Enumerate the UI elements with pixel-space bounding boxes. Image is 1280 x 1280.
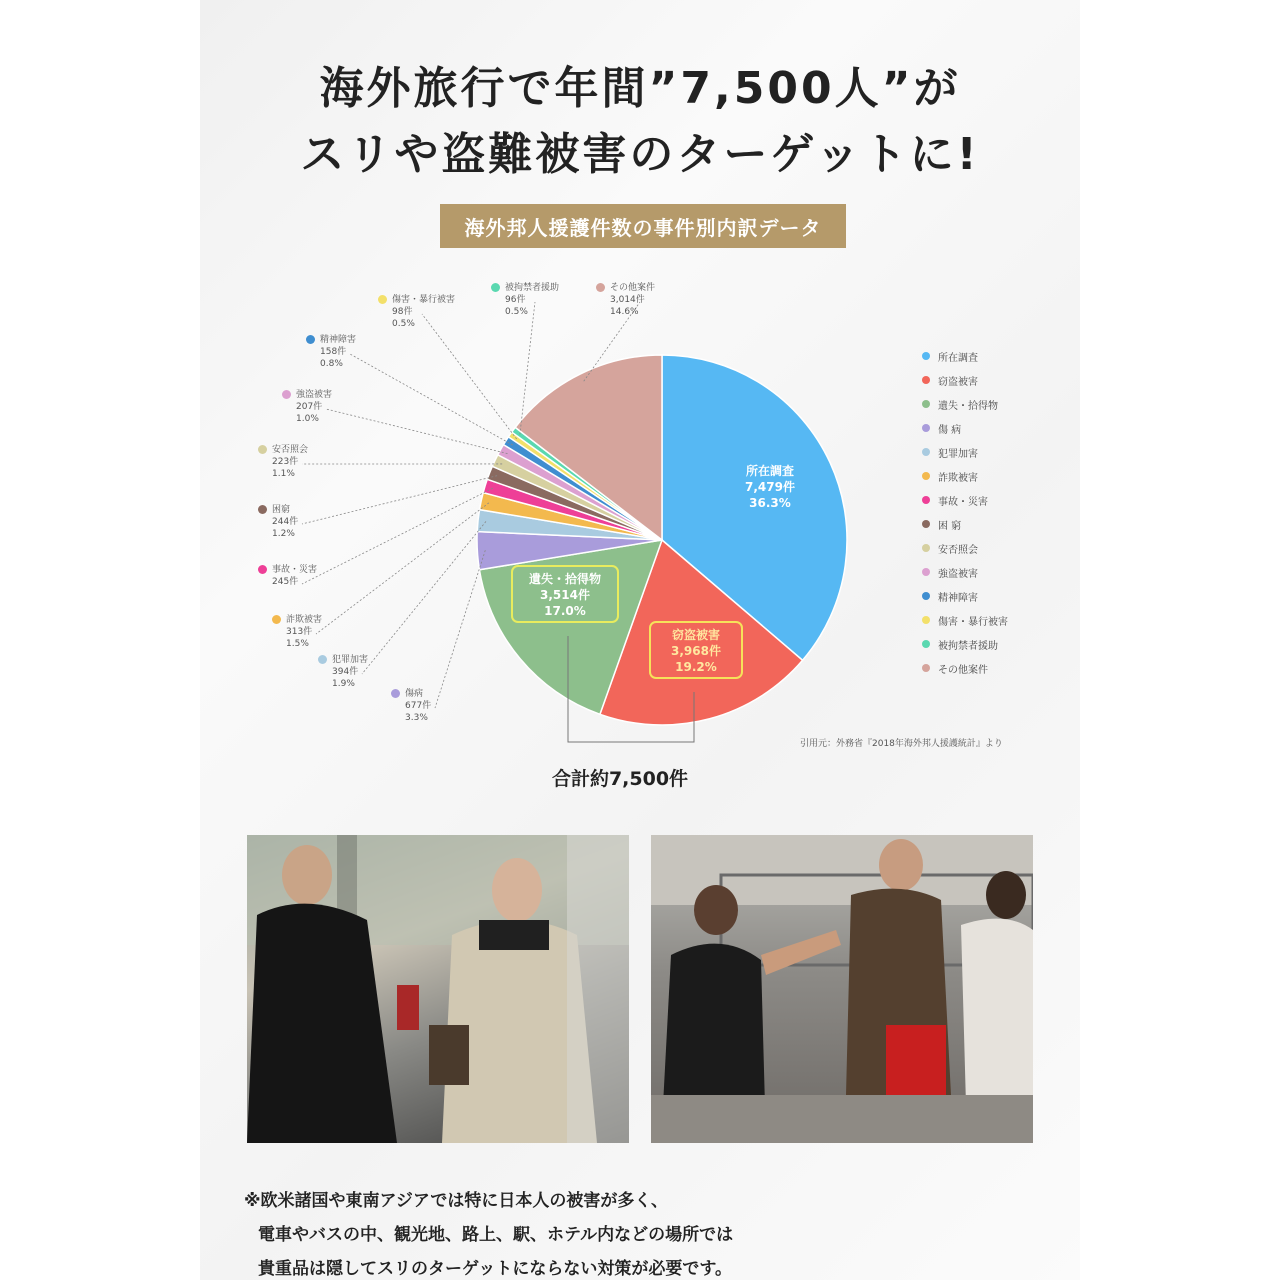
legend-item-13 [922, 656, 1072, 680]
callout-dot-9 [282, 390, 291, 399]
callout-dot-4 [318, 655, 327, 664]
callout-text-7-2: 1.2% [272, 529, 295, 539]
leader-line-11 [422, 314, 517, 439]
callout-text-7-1: 244件 [272, 517, 299, 527]
callout-text-11-0: 傷害・暴行被害 [392, 295, 456, 305]
legend-item-6 [922, 488, 1072, 512]
legend-dot-7 [922, 520, 930, 528]
callout-text-13-0: その他案件 [610, 283, 656, 293]
chart-title-banner: 海外邦人援護件数の事件別内訳データ [440, 204, 846, 248]
callout-text-10-0: 精神障害 [320, 335, 357, 345]
callout-text-5-1: 313件 [286, 627, 313, 637]
callout-dot-12 [491, 283, 500, 292]
source-citation: 引用元：外務省『2018年海外邦人援護統計』より [800, 739, 1003, 749]
slice-label-0-1: 7,479件 [745, 480, 795, 494]
legend-item-12 [922, 632, 1072, 656]
slice-label-1-0: 窃盗被害 [671, 628, 721, 642]
legend-dot-9 [922, 568, 930, 576]
legend-dot-10 [922, 592, 930, 600]
callout-text-4-0: 犯罪加害 [332, 655, 369, 665]
legend-dot-1 [922, 376, 930, 384]
leader-line-10 [350, 354, 513, 445]
callout-13 [610, 282, 655, 318]
slice-label-2-0: 遺失・拾得物 [528, 572, 602, 586]
callout-dot-10 [306, 335, 315, 344]
legend-label-13: その他案件 [938, 664, 988, 676]
note-line-2: 電車やバスの中、観光地、路上、駅、ホテル内などの場所では [258, 1225, 734, 1245]
legend-label-8: 安否照会 [938, 544, 978, 556]
legend-dot-0 [922, 352, 930, 360]
callout-text-5-2: 1.5% [286, 639, 309, 649]
legend-item-9 [922, 560, 1072, 584]
legend-item-10 [922, 584, 1072, 608]
leader-line-7 [302, 476, 497, 524]
callout-text-12-1: 96件 [505, 295, 526, 305]
callout-dot-3 [391, 689, 400, 698]
photo-scene-right [651, 835, 1033, 1143]
legend-label-0: 所在調査 [938, 352, 978, 364]
callout-text-6-0: 事故・災害 [272, 565, 318, 575]
legend-label-1: 窃盗被害 [938, 376, 978, 388]
callout-text-6-1: 245件 [272, 577, 299, 587]
leader-line-3 [435, 550, 485, 708]
slice-label-1-1: 3,968件 [671, 644, 721, 658]
callout-text-4-2: 1.9% [332, 679, 355, 689]
callout-6 [272, 564, 317, 588]
slice-label-0-0: 所在調査 [745, 464, 795, 478]
callout-8 [272, 444, 308, 480]
callout-text-12-0: 被拘禁者援助 [505, 283, 560, 293]
callout-11 [392, 294, 455, 330]
callout-text-10-2: 0.8% [320, 359, 343, 369]
legend-dot-2 [922, 400, 930, 408]
callout-text-9-0: 強盗被害 [296, 390, 333, 400]
callout-text-4-1: 394件 [332, 667, 359, 677]
total-label: 合計約7,500件 [551, 768, 689, 790]
legend-label-12: 被拘禁者援助 [938, 640, 998, 652]
note-line-1: ※欧米諸国や東南アジアでは特に日本人の被害が多く、 [244, 1191, 669, 1211]
legend-item-4 [922, 440, 1072, 464]
legend-dot-3 [922, 424, 930, 432]
legend-label-11: 傷害・暴行被害 [938, 616, 1008, 628]
legend-dot-8 [922, 544, 930, 552]
legend-label-6: 事故・災害 [938, 496, 988, 508]
leader-line-9 [326, 409, 508, 454]
callout-text-8-2: 1.1% [272, 469, 295, 479]
legend-label-4: 犯罪加害 [938, 448, 978, 460]
callout-4 [332, 654, 368, 690]
photo-pickpocket-crowd [651, 835, 1033, 1143]
chart-legend [922, 344, 1072, 680]
legend-label-9: 強盗被害 [938, 568, 978, 580]
leader-line-6 [302, 488, 493, 584]
callout-dot-11 [378, 295, 387, 304]
callout-text-8-1: 223件 [272, 457, 299, 467]
headline-line-1: 海外旅行で年間”7,500人”が [319, 63, 961, 114]
callout-7 [272, 504, 298, 540]
callout-dot-13 [596, 283, 605, 292]
legend-dot-4 [922, 448, 930, 456]
slice-label-2-2: 17.0% [544, 604, 586, 618]
callout-text-10-1: 158件 [320, 347, 347, 357]
legend-dot-11 [922, 616, 930, 624]
callout-dot-6 [258, 565, 267, 574]
callout-text-13-2: 14.6% [610, 307, 639, 317]
legend-dot-13 [922, 664, 930, 672]
callout-10 [320, 334, 356, 370]
callout-5 [286, 614, 322, 650]
photo-scene-left [247, 835, 629, 1143]
legend-item-11 [922, 608, 1072, 632]
legend-item-3 [922, 416, 1072, 440]
callout-text-3-1: 677件 [405, 701, 432, 711]
legend-item-7 [922, 512, 1072, 536]
callout-text-9-1: 207件 [296, 402, 323, 412]
leader-line-5 [316, 503, 489, 634]
legend-dot-6 [922, 496, 930, 504]
callout-text-11-2: 0.5% [392, 319, 415, 329]
slice-label-2-1: 3,514件 [540, 588, 590, 602]
legend-item-1 [922, 368, 1072, 392]
callout-text-8-0: 安否照会 [272, 445, 309, 455]
callout-text-9-2: 1.0% [296, 414, 319, 424]
legend-item-8 [922, 536, 1072, 560]
callout-text-3-2: 3.3% [405, 713, 428, 723]
slice-label-0-2: 36.3% [749, 496, 791, 510]
legend-label-10: 精神障害 [938, 592, 978, 604]
slice-label-1-2: 19.2% [675, 660, 717, 674]
callout-text-5-0: 詐欺被害 [286, 615, 323, 625]
callout-text-11-1: 98件 [392, 307, 413, 317]
callout-dot-7 [258, 505, 267, 514]
legend-dot-12 [922, 640, 930, 648]
callout-12 [505, 282, 559, 318]
callout-text-12-2: 0.5% [505, 307, 528, 317]
legend-item-5 [922, 464, 1072, 488]
legend-dot-5 [922, 472, 930, 480]
headline-line-2: スリや盗難被害のターゲットに! [300, 129, 980, 180]
note-line-3: 貴重品は隠してスリのターゲットにならない対策が必要です。 [258, 1259, 732, 1279]
callout-3 [405, 688, 431, 724]
legend-item-2 [922, 392, 1072, 416]
legend-label-5: 詐欺被害 [938, 472, 978, 484]
callout-text-13-1: 3,014件 [610, 295, 645, 305]
callout-text-7-0: 困窮 [272, 505, 291, 515]
legend-label-7: 困 窮 [938, 520, 962, 532]
callout-text-3-0: 傷病 [405, 689, 424, 699]
legend-label-2: 遺失・拾得物 [938, 400, 998, 412]
callout-9 [296, 389, 332, 425]
legend-label-3: 傷 病 [938, 424, 962, 436]
legend-item-0 [922, 344, 1072, 368]
callout-dot-5 [272, 615, 281, 624]
callout-dot-8 [258, 445, 267, 454]
photo-pickpocket-street [247, 835, 629, 1143]
